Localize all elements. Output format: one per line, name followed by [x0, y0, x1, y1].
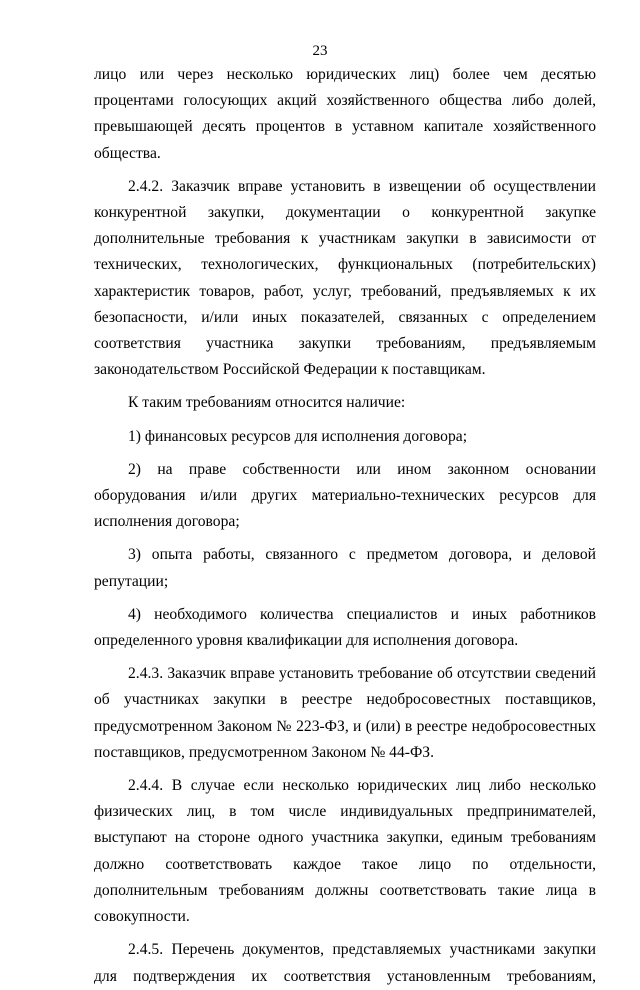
list-item-experience: 3) опыта работы, связанного с предметом договора, и деловой репутации; [94, 546, 596, 590]
paragraph-requirements-intro: К таким требованиям относится наличие: [128, 394, 406, 412]
paragraph-2-4-3: 2.4.3. Заказчик вправе установить требование об отсутствии сведений об участниках закупки в реестре недобросовестных поставщиков, предусмотренном Законом № 223-ФЗ, и (или) в реестре недобросовестных поставщиков, предусмотренном Законом № 44-ФЗ. [94, 665, 596, 761]
list-item-financial-resources: 1) финансовых ресурсов для исполнения договора; [128, 427, 468, 445]
list-item-equipment: 2) на праве собственности или ином законном основании оборудования и/или других материально-технических ресурсов для исполнения договора; [94, 460, 596, 531]
paragraph-2-4-5: 2.4.5. Перечень документов, представляемых участниками закупки для подтверждения их соответствия установленным требованиям, [94, 941, 596, 985]
paragraph-2-4-4: 2.4.4. В случае если несколько юридических лиц либо несколько физических лиц, в том числе индивидуальных предпринимателей, выступают на стороне одного участника закупки, единым требованиям должно соответствовать каждое такое лицо по отдельности, дополнительным требованиям должны соответствовать такие лица в совокупности. [94, 777, 596, 926]
document-body [94, 62, 596, 990]
paragraph-2-4-2: 2.4.2. Заказчик вправе установить в извещении об осуществлении конкурентной закупки, документации о конкурентной закупке дополнительные требования к участникам закупки в зависимости от технических, технологических, функциональных (потребительских) характеристик товаров, работ, услуг, требований, предъявляемых к их безопасности, и/или иных показателей, связанных с определением соответствия участника закупки требованиям, предъявляемым законодательством Российской Федерации к поставщикам. [94, 177, 596, 379]
page-number: 23 [312, 43, 328, 59]
list-item-specialists: 4) необходимого количества специалистов и иных работников определенного уровня квалификации для исполнения договора. [94, 605, 596, 650]
paragraph-continuation: лицо или через несколько юридических лиц) более чем десятью процентами голосующих акций хозяйственного общества либо долей, превышающей десять процентов в уставном капитале хозяйственного общества. [94, 66, 596, 162]
